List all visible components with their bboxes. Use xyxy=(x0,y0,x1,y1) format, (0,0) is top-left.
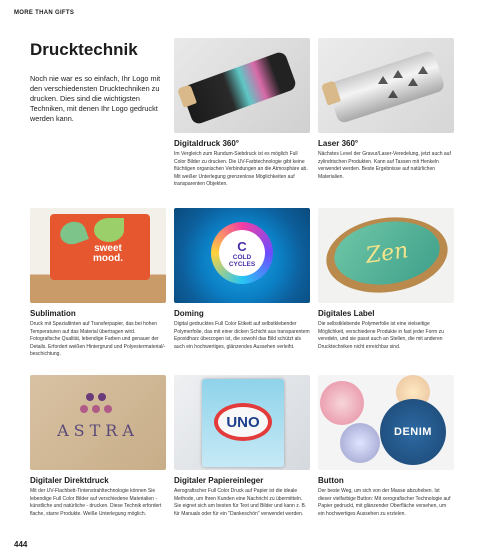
section-header: MORE THAN GIFTS xyxy=(14,10,75,16)
technique-text: Der beste Weg, um sich von der Masse abzuheben. Ist dieser vielfarbige Button: Mit xerografischer Technologie auf Papier gedruckt, mit glänzender Oberfläche versehen, um ein hochwertiges Aussehen zu erzielen. xyxy=(318,488,451,517)
bottle-image xyxy=(174,38,310,133)
technique-text: Nächstes Level der Gravur/Laser-Veredelung, jetzt auch auf zylindrischen Produkten. Kann auf Tassen mit Henkeln verwendet werden. Beste Ergebnisse auf natürlichen Materialien. xyxy=(318,151,451,180)
page-title: Drucktechnik xyxy=(30,40,138,59)
technique-card-papiereinleger xyxy=(174,375,310,518)
label-tin-image xyxy=(318,208,454,303)
technique-card-doming xyxy=(174,208,310,351)
direktdruck-image xyxy=(30,375,166,470)
technique-text: Im Vergleich zum Rundum-Siebdruck ist es möglich Full Color Bilder zu drucken. Die UV-Farbtechnologie gibt keine flüchtigen organischen Verbindungen an die Atmosphäre ab. Mit weißer Unterlegung grenzenlose Möglichkeiten auf transparenten Objekten. xyxy=(174,151,308,188)
page-number: 444 xyxy=(14,540,28,549)
technique-title: Sublimation xyxy=(30,309,76,318)
technique-card-digitaldruck xyxy=(174,38,310,189)
mood-text: mood. xyxy=(93,253,123,264)
papiereinleger-image xyxy=(174,375,310,470)
steel-bottle-image xyxy=(318,38,454,133)
cycles-text: CYCLES xyxy=(228,260,256,268)
technique-text: Druck mit Spezialtinten auf Transferpapier, das bei hohen Temperaturen auf das Material übertragen wird. Fotografische Qualität, lebendige Farben und genauer der Details. Erfordert weißen Hintergrund und Polyestermaterial/-beschichtung. xyxy=(30,321,166,358)
technique-text: Mit der UV-Flachbett-Tintenstrahltechnologie können Sie lebendige Full Color Bilder auf verschiedene Materialien - künstliche und natürliche - drucken. Diese Technik erfordert flache, starre Produkte. Weiße Unterlegung möglich. xyxy=(30,488,162,517)
technique-title: Digitaldruck 360° xyxy=(174,139,239,148)
technique-title: Button xyxy=(318,476,344,485)
sweet-text: sweet xyxy=(94,243,122,254)
technique-card-direktdruck xyxy=(30,375,166,518)
denim-text: DENIM xyxy=(394,426,432,438)
technique-title: Digitales Label xyxy=(318,309,375,318)
intro-text: Noch nie war es so einfach, Ihr Logo mit den verschiedensten Drucktechniken zu drucken. Dies sind die wichtigsten Techniken, mit denen Ihr Logo gedruckt werden kann. xyxy=(30,74,161,123)
doming-image: C COLD CYCLES xyxy=(174,208,310,303)
technique-text: Aerografischer Full Color Druck auf Papier ist die ideale Methode, um Ihren Kunden eine Nachricht zu übermitteln. Sie eignet sich am besten für Text und Bilder und kann z. B. für Manuals oder für ein "Dankeschön" verwendet werden. xyxy=(174,488,307,517)
astra-text: ASTRA xyxy=(57,421,139,440)
intro-block xyxy=(30,40,170,124)
technique-title: Digitaler Papiereinleger xyxy=(174,476,264,485)
technique-card-digitales-label xyxy=(318,208,454,351)
cold-text: COLD xyxy=(232,253,252,261)
technique-title: Digitaler Direktdruck xyxy=(30,476,109,485)
button-badges-image xyxy=(318,375,454,470)
technique-title: Laser 360° xyxy=(318,139,359,148)
sublimation-mug-image xyxy=(30,208,166,303)
uno-text: UNO xyxy=(226,413,260,431)
zen-text: Zen xyxy=(364,237,410,269)
technique-card-button xyxy=(318,375,454,518)
technique-text: Digital gedrucktes Full Color Etikett auf selbstklebender Polymerfolie, das mit einer dicken Schicht aus transparentem Epoxidharz überzogen ist, die sowohl das Bild schützt als auch ein hochwertiges, glänzendes Aussehen verleiht. xyxy=(174,321,310,350)
technique-title: Doming xyxy=(174,309,204,318)
technique-text: Die selbstklebende Polymerfolie ist eine vielseitige Möglichkeit, verschiedene Produkte in fast jeder Form zu veredeln, und sie passt auch an Stellen, die mit anderen Drucktechniken nicht erreichbar sind. xyxy=(318,321,444,350)
technique-card-laser xyxy=(318,38,454,181)
technique-card-sublimation xyxy=(30,208,166,359)
